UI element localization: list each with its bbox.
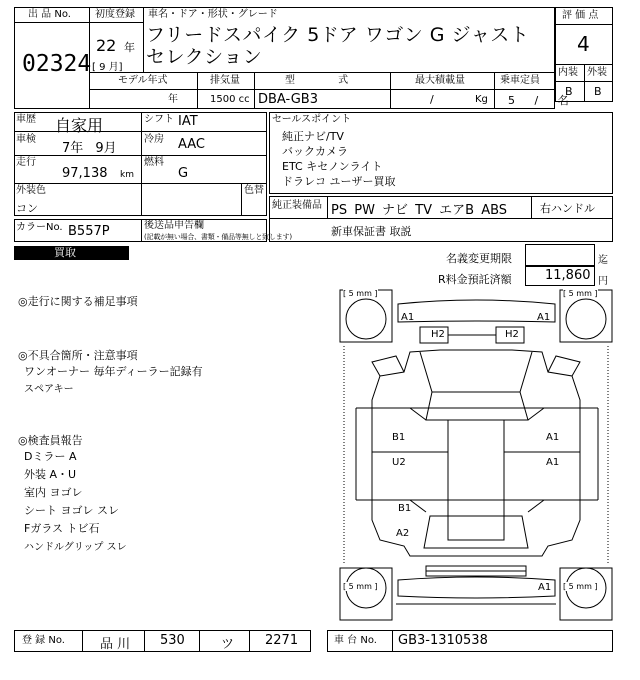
car-name-label: 車名・ドア・形状・グレード <box>148 9 278 20</box>
model-year-label: モデル年式 <box>118 75 168 86</box>
first-reg-year: 22 <box>96 36 117 55</box>
first-reg-month: [ 9 月] <box>92 62 123 73</box>
inspector-item: ハンドルグリップ スレ <box>24 542 127 553</box>
chassis-label: 車 台 No. <box>334 635 377 646</box>
recycle-label: R料金預託済額 <box>438 273 512 286</box>
damage-mark: A1 <box>538 582 552 593</box>
first-reg-year-unit: 年 <box>124 41 135 54</box>
aftermarket-note: (記載が無い場合、書類・備品等無しと致します) <box>144 233 292 241</box>
inspector-item: 外装 A・U <box>24 468 77 481</box>
equipment-label: 純正装備品 <box>272 200 322 211</box>
damage-mark: U2 <box>392 457 406 468</box>
color-no-value: B557P <box>68 224 110 239</box>
car-name: フリードスパイク 5ドア ワゴン G ジャストセレクション <box>146 24 530 68</box>
inspector-item: Dミラー A <box>24 450 77 463</box>
inspector-title: ◎検査員報告 <box>18 434 83 447</box>
damage-mark: A1 <box>537 312 551 323</box>
mileage-unit: km <box>120 170 134 180</box>
recycle-unit: 円 <box>598 276 608 287</box>
chassis-number: GB3-1310538 <box>398 633 488 648</box>
displacement-label: 排気量 <box>210 75 240 86</box>
inspection-value: 7年 9月 <box>62 141 117 156</box>
defect-item: ワンオーナー 毎年ディーラー記録有 <box>24 365 203 378</box>
tire-tread-label: [ 5 mm ] <box>563 289 598 298</box>
color-change-label: 色替 <box>244 185 264 196</box>
sales-points-label: セールスポイント <box>272 114 352 125</box>
inspector-item: Fガラス トビ石 <box>24 522 100 535</box>
interior-label: 内装 <box>558 67 578 78</box>
ext-color-label: 外装色 <box>16 185 46 196</box>
equipment-value: PS PW ナビ TV エアB ABS <box>331 203 508 218</box>
type-value: DBA-GB3 <box>258 92 318 107</box>
shift-value: IAT <box>178 114 198 129</box>
name-change-label: 名義変更期限 <box>446 252 512 265</box>
load-separator: / <box>430 93 434 106</box>
ext-color-value: コン <box>16 202 38 215</box>
registration-area: 品 川 <box>100 637 131 652</box>
damage-mark: A2 <box>396 528 410 539</box>
grade-value: 4 <box>577 32 590 56</box>
exterior-label: 外装 <box>587 67 607 78</box>
fuel-value: G <box>178 166 189 181</box>
inspector-item: 室内 ヨゴレ <box>24 486 83 499</box>
inspector-item: シート ヨゴレ スレ <box>24 504 119 517</box>
aftermarket-label: 後送品申告欄 <box>144 220 204 231</box>
sales-point-item: 純正ナビ/TV <box>282 130 344 143</box>
capacity-label: 乗車定員 <box>500 75 540 86</box>
grade-label: 評 価 点 <box>562 10 599 21</box>
name-change-unit: 迄 <box>598 255 608 266</box>
sales-point-item: ETC キセノンライト <box>282 160 383 173</box>
damage-mark: A1 <box>546 457 560 468</box>
damage-mark: B1 <box>398 503 412 514</box>
displacement-value: 1500 cc <box>210 94 250 105</box>
load-label: 最大積載量 <box>415 75 465 86</box>
damage-mark: A1 <box>546 432 560 443</box>
ac-value: AAC <box>178 137 205 152</box>
interior-grade: B <box>565 85 573 98</box>
mileage-label: 走行 <box>16 157 36 168</box>
sales-point-item: ドラレコ ユーザー買取 <box>282 175 396 188</box>
driving-notes-title: ◎走行に関する補足事項 <box>18 295 138 308</box>
handle-side: 右ハンドル <box>540 202 595 215</box>
lot-label: 出 品 No. <box>28 9 71 20</box>
mileage-value: 97,138 <box>62 166 108 181</box>
damage-mark: H2 <box>505 329 519 340</box>
type-label: 型 式 <box>285 75 349 86</box>
damage-mark: H2 <box>431 329 445 340</box>
color-no-label: カラーNo. <box>16 222 63 233</box>
defect-item: スペアキー <box>24 384 74 395</box>
exterior-grade: B <box>594 85 602 98</box>
warranty-docs: 新車保証書 取説 <box>331 225 412 238</box>
damage-mark: A1 <box>401 312 415 323</box>
registration-kana: ツ <box>221 637 235 652</box>
fuel-label: 燃料 <box>144 157 164 168</box>
model-year-unit: 年 <box>168 94 178 105</box>
history-label: 車歴 <box>16 114 36 125</box>
car-condition-diagram <box>338 288 614 622</box>
registration-class: 530 <box>160 633 185 648</box>
registration-number: 2271 <box>265 633 299 648</box>
tire-tread-label: [ 5 mm ] <box>343 289 378 298</box>
recycle-value: 11,860 <box>545 268 591 283</box>
defects-title: ◎不具合箇所・注意事項 <box>18 349 138 362</box>
shift-label: シフト <box>144 114 174 125</box>
inspection-label: 車検 <box>16 134 36 145</box>
capacity-value: 5 / 名 <box>508 94 569 107</box>
sales-point-item: バックカメラ <box>282 145 348 158</box>
tire-tread-label: [ 5 mm ] <box>563 582 598 591</box>
lot-number: 02324 <box>22 51 92 77</box>
first-reg-label: 初度登録 <box>95 9 135 20</box>
damage-mark: B1 <box>392 432 406 443</box>
history-value: 自家用 <box>55 116 104 135</box>
load-unit: Kg <box>475 94 488 105</box>
registration-label: 登 録 No. <box>22 635 65 646</box>
tire-tread-label: [ 5 mm ] <box>343 582 378 591</box>
name-change-box <box>525 244 595 266</box>
purchase-badge-text: 買取 <box>54 246 76 259</box>
ac-label: 冷房 <box>144 134 164 145</box>
